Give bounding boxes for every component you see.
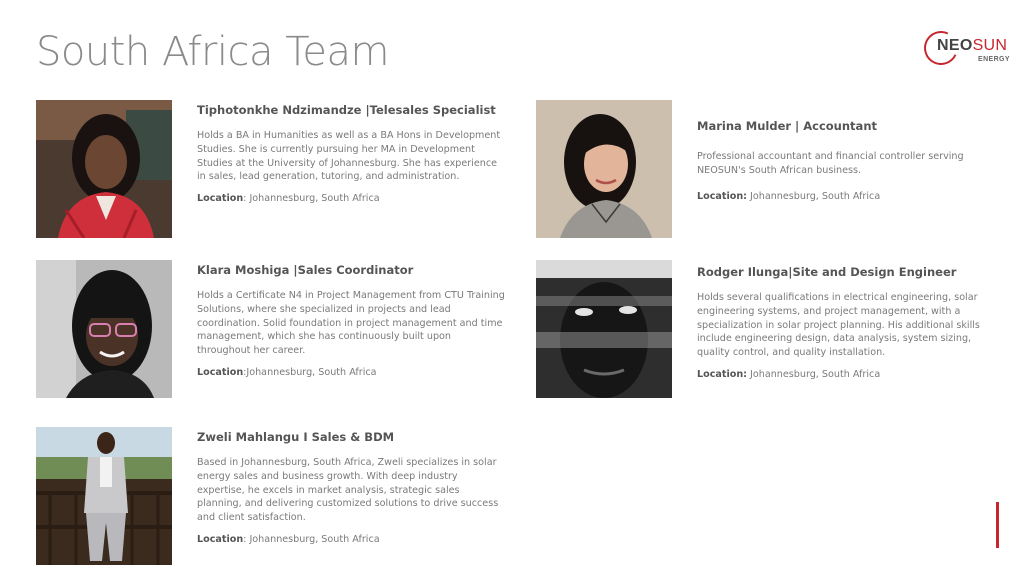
neosun-logo xyxy=(924,30,1008,66)
member-bio: Professional accountant and financial controller serving NEOSUN's South African business. xyxy=(697,151,964,176)
member-bio: Holds a Certificate N4 in Project Management from CTU Training Solutions, where she specialized in projects and lead coordination. Solid foundation in project management and time management, which she has continuously built upon throughout her career. xyxy=(197,290,505,357)
logo-sun: SUN xyxy=(972,37,1008,54)
page-title: South Africa Team xyxy=(36,29,389,75)
location-label: Location xyxy=(197,366,244,378)
member-location xyxy=(697,190,1005,204)
member-name: Marina Mulder | Accountant xyxy=(697,119,878,133)
portrait-man-outdoor-image xyxy=(36,427,172,565)
location-value: :Johannesburg, South Africa xyxy=(243,366,377,378)
member-photo xyxy=(36,100,172,238)
member-photo xyxy=(36,427,172,565)
member-location xyxy=(197,192,505,206)
member-bio: Holds several qualifications in electrical engineering, solar engineering systems, and project management, with a specialization in solar project planning. His additional skills include engineering design, data analysis, system sizing, quality control, and quality installation. xyxy=(697,292,980,359)
location-label: Location: xyxy=(697,190,747,202)
logo-subtitle: ENERGY xyxy=(978,56,1010,63)
member-name: Klara Moshiga |Sales Coordinator xyxy=(197,263,414,277)
portrait-woman-red-jacket-image xyxy=(36,100,172,238)
logo-neo: NEO xyxy=(937,37,973,54)
location-value: : Johannesburg, South Africa xyxy=(243,533,380,545)
member-location xyxy=(197,533,505,547)
member-bio: Based in Johannesburg, South Africa, Zweli specializes in solar energy sales and business growth. With deep industry expertise, he excels in market analysis, strategic sales planning, and delivering customized solutions to drive success and client satisfaction. xyxy=(197,457,499,524)
member-photo xyxy=(536,100,672,238)
member-bio: Holds a BA in Humanities as well as a BA Hons in Development Studies. She is currently pursuing her MA in Development Studies at the University of Johannesburg. She has experience in sales, lead generation, tutoring, and administration. xyxy=(197,130,501,183)
member-info xyxy=(197,102,505,206)
member-info xyxy=(697,118,1005,203)
location-label: Location xyxy=(197,533,244,545)
portrait-man-monochrome-image xyxy=(536,260,672,398)
portrait-woman-dark-hair-image xyxy=(536,100,672,238)
member-name: Rodger Ilunga|Site and Design Engineer xyxy=(697,265,957,279)
member-location xyxy=(697,368,1005,382)
location-label: Location: xyxy=(697,368,747,380)
member-info xyxy=(197,429,505,547)
member-info xyxy=(197,262,505,380)
location-value: : Johannesburg, South Africa xyxy=(243,193,380,205)
member-name: Zweli Mahlangu I Sales & BDM xyxy=(197,430,395,444)
portrait-woman-glasses-image xyxy=(36,260,172,398)
member-photo xyxy=(536,260,672,398)
accent-bar xyxy=(996,502,999,548)
member-location xyxy=(197,366,505,380)
location-label: Location xyxy=(197,193,244,205)
member-photo xyxy=(36,260,172,398)
member-info xyxy=(697,264,1005,382)
location-value: Johannesburg, South Africa xyxy=(747,190,881,202)
member-name: Tiphotonkhe Ndzimandze |Telesales Specialist xyxy=(197,103,496,117)
logo-wordmark xyxy=(937,37,1007,55)
location-value: Johannesburg, South Africa xyxy=(747,368,881,380)
